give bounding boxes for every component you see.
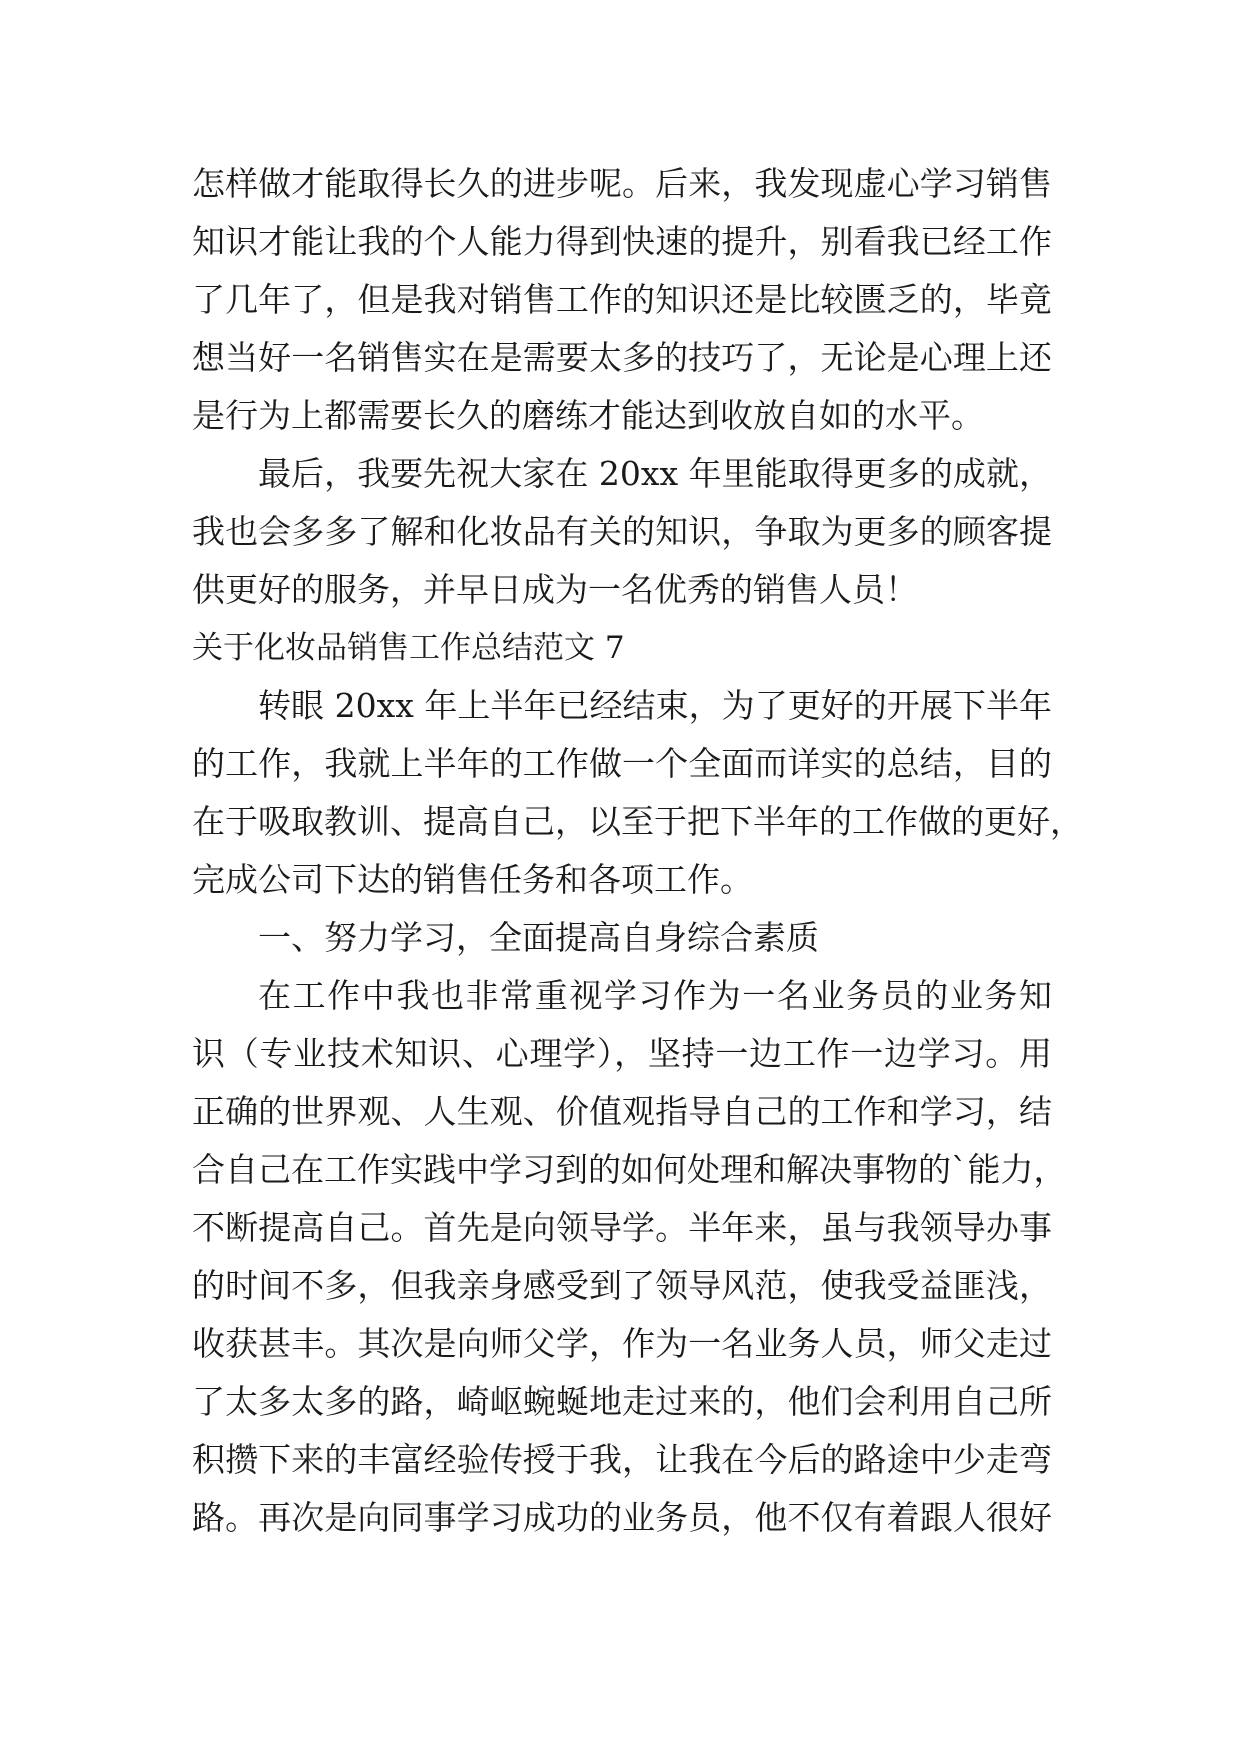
document-body (192, 155, 1083, 1547)
text-line: 积攒下来的丰富经验传授于我，让我在今后的路途中少走弯 (192, 1440, 1052, 1479)
paragraph-start-line: 在工作中我也非常重视学习作为一名业务员的业务知 (258, 976, 1052, 1015)
text-line: 合自己在工作实践中学习到的如何处理和解决事物的`能力， (192, 1150, 1067, 1189)
text-line: 的工作，我就上半年的工作做一个全面而详实的总结，目的 (192, 744, 1052, 783)
subsection-heading: 一、努力学习，全面提高自身综合素质 (258, 918, 819, 957)
text-line: 路。再次是向同事学习成功的业务员，他不仅有着跟人很好 (192, 1498, 1052, 1537)
text-line: 收获甚丰。其次是向师父学，作为一名业务人员，师父走过 (192, 1324, 1052, 1363)
text-line: 知识才能让我的个人能力得到快速的提升，别看我已经工作 (192, 222, 1052, 261)
text-line: 我也会多多了解和化妆品有关的知识，争取为更多的顾客提 (192, 512, 1052, 551)
section-heading: 关于化妆品销售工作总结范文 7 (192, 630, 625, 666)
text-line: 的时间不多，但我亲身感受到了领导风范，使我受益匪浅， (192, 1266, 1052, 1305)
text-line: 想当好一名销售实在是需要太多的技巧了，无论是心理上还 (192, 338, 1052, 377)
paragraph-start-line: 转眼 20xx 年上半年已经结束，为了更好的开展下半年 (258, 686, 1052, 725)
paragraph-start-line: 最后，我要先祝大家在 20xx 年里能取得更多的成就， (258, 454, 1052, 493)
text-line: 完成公司下达的销售任务和各项工作。 (192, 860, 753, 899)
text-line: 供更好的服务，并早日成为一名优秀的销售人员！ (192, 570, 918, 609)
text-line: 不断提高自己。首先是向领导学。半年来，虽与我领导办事 (192, 1208, 1052, 1247)
text-line: 了太多太多的路，崎岖蜿蜒地走过来的，他们会利用自己所 (192, 1382, 1052, 1421)
text-line: 了几年了，但是我对销售工作的知识还是比较匮乏的，毕竟 (192, 280, 1052, 319)
text-line: 正确的世界观、人生观、价值观指导自己的工作和学习，结 (192, 1092, 1052, 1131)
text-line: 在于吸取教训、提高自己，以至于把下半年的工作做的更好， (192, 802, 1083, 841)
text-line: 怎样做才能取得长久的进步呢。后来，我发现虚心学习销售 (192, 164, 1052, 203)
text-line: 识（专业技术知识、心理学），坚持一边工作一边学习。用 (192, 1034, 1052, 1073)
text-line: 是行为上都需要长久的磨练才能达到收放自如的水平。 (192, 396, 984, 435)
